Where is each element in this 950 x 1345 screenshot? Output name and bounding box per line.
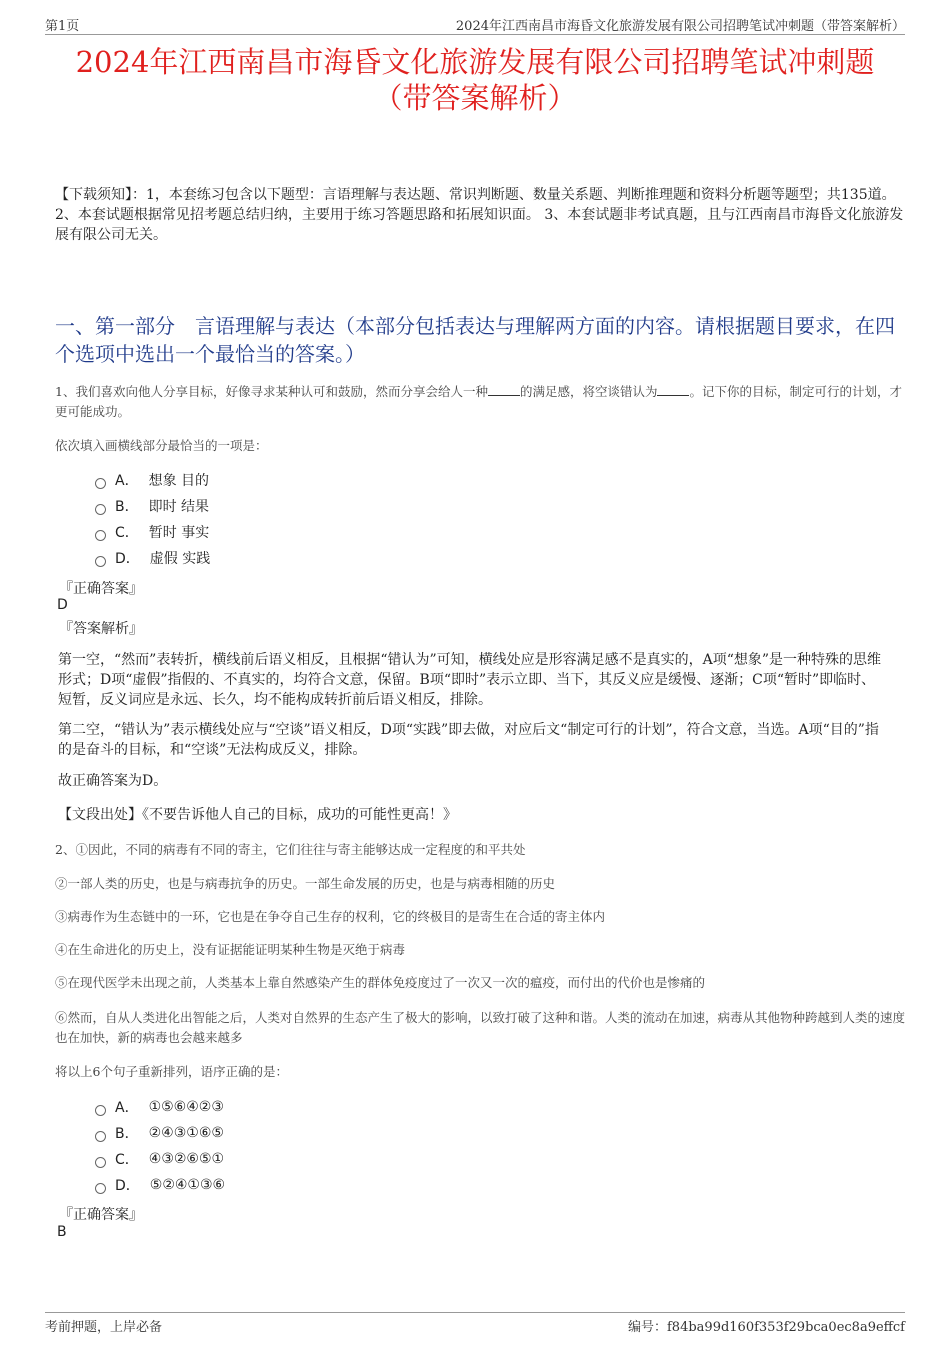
option-b[interactable] xyxy=(95,493,495,519)
option-text: 虚假 实践 xyxy=(149,551,211,567)
question-1-options xyxy=(95,467,495,571)
blank-line xyxy=(657,383,689,396)
analysis-label: 『答案解析』 xyxy=(59,621,143,637)
question-2-sentence: ⑤在现代医学未出现之前，人类基本上靠自然感染产生的群体免疫度过了一次又一次的瘟疫，而付出的代价也是惨痛的 xyxy=(55,975,706,990)
option-d[interactable] xyxy=(95,1172,495,1198)
option-text: ⑤②④①③⑥ xyxy=(149,1177,226,1193)
page-footer xyxy=(45,1312,905,1335)
question-2-prompt: 将以上6个句子重新排列，语序正确的是： xyxy=(55,1064,288,1079)
option-text: 暂时 事实 xyxy=(148,525,210,541)
question-2-options xyxy=(95,1094,495,1198)
question-2-sentence: ④在生命进化的历史上，没有证据能证明某种生物是灭绝于病毒 xyxy=(55,942,406,957)
radio-icon[interactable] xyxy=(95,1157,106,1168)
analysis-paragraph: 第二空，“错认为”表示横线处应与“空谈”语义相反，D项“实践”即去做，对应后文“制定可行的计划”，符合文意，当选。A项“目的”指的是奋斗的目标，和“空谈”无法构成反义，排除。 xyxy=(58,722,879,758)
title-line-2: （带答案解析） xyxy=(373,81,577,115)
option-letter: C． xyxy=(115,1152,139,1168)
option-text: 想象 目的 xyxy=(148,473,210,489)
stem-part: 。记下你的目标，制定可行的计划，才更可能成功。 xyxy=(55,384,902,419)
footer-doc-id: 编号：f84ba99d160f353f29bca0ec8a9effcf xyxy=(628,1320,905,1335)
radio-icon[interactable] xyxy=(95,504,106,515)
analysis-paragraph: 第一空，“然而”表转折，横线前后语义相反，且根据“错认为”可知，横线处应是形容满足感不是真实的，A项“想象”是一种特殊的思维形式；D项“虚假”指假的、不真实的，均符合文意，保留。B项“即时”表示立即、当下，其反义应是缓慢、逐渐；C项“暂时”即临时、短暂，反义词应是永远、长久，均不能构成转折前后语义相反，排除。 xyxy=(58,652,882,708)
download-notice: 【下载须知】：1，本套练习包含以下题型：言语理解与表达题、常识判断题、数量关系题、判断推理题和资料分析题等题型；共135道。 2、本套试题根据常见招考题总结归纳，主要用于练习答题思路和拓展知识面。 3、本套试题非考试真题，且与江西南昌市海昏文化旅游发展有限公司无关。 xyxy=(55,187,904,243)
page-number: 第1页 xyxy=(45,19,80,34)
radio-icon[interactable] xyxy=(95,1131,106,1142)
stem-part: 的满足感，将空谈错认为 xyxy=(519,384,658,399)
blank-line xyxy=(488,383,520,396)
footer-slogan: 考前押题，上岸必备 xyxy=(45,1320,163,1335)
correct-answer: D xyxy=(57,597,68,613)
option-c[interactable] xyxy=(95,519,495,545)
option-text: ②④③①⑥⑤ xyxy=(148,1125,224,1141)
title-line-1: 2024年江西南昌市海昏文化旅游发展有限公司招聘笔试冲刺题 xyxy=(75,45,875,79)
question-1-prompt: 依次填入画横线部分最恰当的一项是： xyxy=(55,438,268,453)
option-text: 即时 结果 xyxy=(148,499,210,515)
option-a[interactable] xyxy=(95,1094,495,1120)
option-letter: A． xyxy=(115,473,139,489)
radio-icon[interactable] xyxy=(95,1105,106,1116)
question-2-sentence: ③病毒作为生态链中的一环，它也是在争夺自己生存的权利，它的终极目的是寄生在合适的寄主体内 xyxy=(55,909,606,924)
option-letter: D． xyxy=(115,1178,140,1194)
option-letter: A． xyxy=(115,1100,139,1116)
radio-icon[interactable] xyxy=(95,556,106,567)
question-2-sentence: 2、①因此，不同的病毒有不同的寄主，它们往往与寄主能够达成一定程度的和平共处 xyxy=(55,842,526,857)
question-2-sentence: ②一部人类的历史，也是与病毒抗争的历史。一部生命发展的历史，也是与病毒相随的历史 xyxy=(55,876,556,891)
question-1-stem xyxy=(55,382,905,422)
radio-icon[interactable] xyxy=(95,530,106,541)
section-title: 一、第一部分 言语理解与表达（本部分包括表达与理解两方面的内容。请根据题目要求，在四个选项中选出一个最恰当的答案。） xyxy=(55,314,895,366)
option-letter: B． xyxy=(115,499,139,515)
option-c[interactable] xyxy=(95,1146,495,1172)
option-b[interactable] xyxy=(95,1120,495,1146)
option-letter: D． xyxy=(115,551,140,567)
option-text: ①⑤⑥④②③ xyxy=(148,1099,224,1115)
source-citation: 【文段出处】《不要告诉他人自己的目标，成功的可能性更高！》 xyxy=(58,807,457,823)
stem-part: 1、我们喜欢向他人分享目标，好像寻求某种认可和鼓励，然而分享会给人一种 xyxy=(55,384,488,399)
radio-icon[interactable] xyxy=(95,478,106,489)
option-d[interactable] xyxy=(95,545,495,571)
question-2-sentence: ⑥然而，自从人类进化出智能之后，人类对自然界的生态产生了极大的影响，以致打破了这种和谐。人类的流动在加速，病毒从其他物种跨越到人类的速度也在加快，新的病毒也会越来越多 xyxy=(55,1010,906,1045)
option-text: ④③②⑥⑤① xyxy=(148,1151,225,1167)
answer-label: 『正确答案』 xyxy=(59,1207,143,1223)
option-letter: C． xyxy=(115,525,139,541)
page-header xyxy=(45,14,905,35)
header-doc-title: 2024年江西南昌市海昏文化旅游发展有限公司招聘笔试冲刺题（带答案解析） xyxy=(455,19,905,34)
radio-icon[interactable] xyxy=(95,1183,106,1194)
option-a[interactable] xyxy=(95,467,495,493)
analysis-conclusion: 故正确答案为D。 xyxy=(58,773,168,789)
page-title xyxy=(40,44,910,116)
option-letter: B． xyxy=(115,1126,139,1142)
correct-answer: B xyxy=(57,1224,67,1240)
answer-label: 『正确答案』 xyxy=(59,581,143,597)
